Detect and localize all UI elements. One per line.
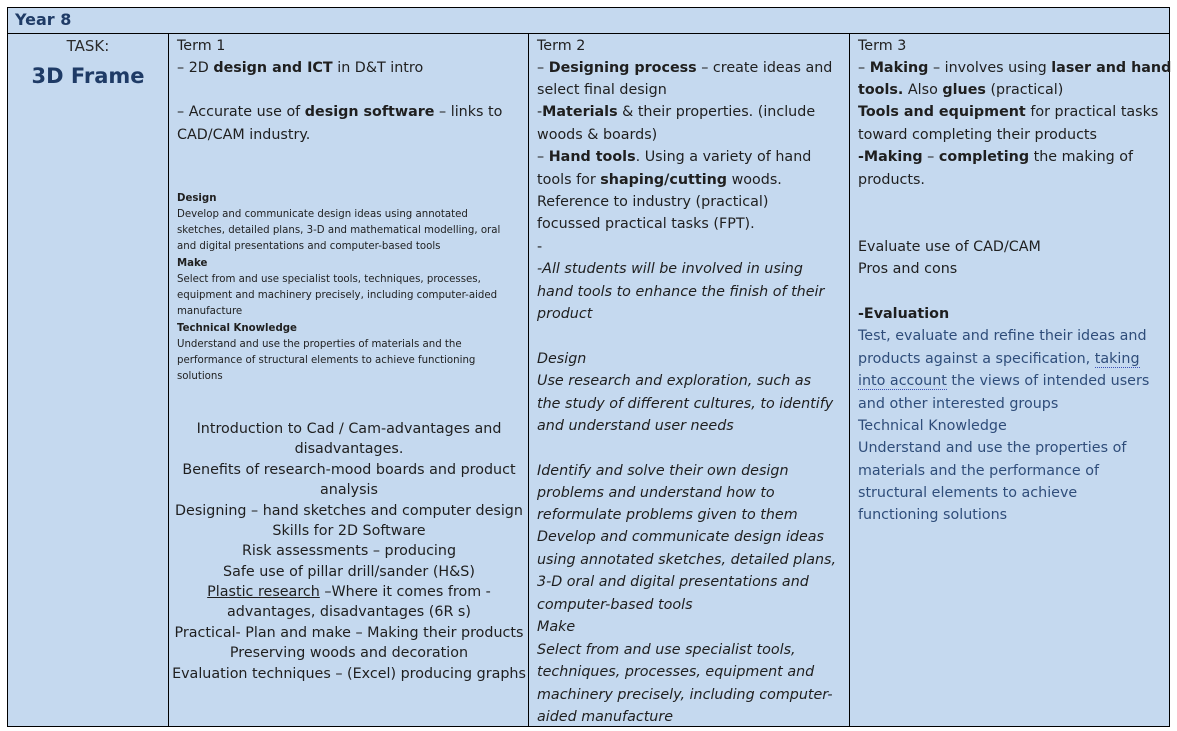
term2-column [529, 34, 850, 726]
t2-line-6: tools for shaping/cutting woods. [537, 172, 782, 188]
t2-it-14: 3-D oral and digital presentations and [537, 574, 809, 590]
t1-small-11: solutions [177, 371, 223, 382]
t1-list-10: advantages, disadvantages (6R s) [227, 604, 471, 620]
t3-line-2: tools. Also glues (practical) [858, 82, 1064, 98]
t1-small-10: performance of structural elements to achieve functioning [177, 355, 476, 366]
t2-it-16: Make [537, 619, 576, 635]
t2-line-5: – Hand tools. Using a variety of hand [537, 149, 812, 165]
term2-heading: Term 2 [537, 38, 586, 54]
t2-it-11: reformulate problems given to them [537, 507, 798, 523]
t2-line-2: select final design [537, 82, 667, 98]
t1-small-2: sketches, detailed plans, 3-D and mathematical modelling, oral [177, 225, 501, 236]
curriculum-table [7, 7, 1170, 727]
t2-it-9: Identify and solve their own design [537, 463, 789, 479]
t1-small-9: Understand and use the properties of materials and the [177, 339, 462, 350]
t2-it-1: hand tools to enhance the finish of their [537, 284, 825, 300]
t2-line-8: focussed practical tasks (FPT). [537, 216, 755, 232]
t3-blue-9: functioning solutions [858, 507, 1008, 523]
t3-line-3: Tools and equipment for practical tasks [858, 104, 1159, 120]
t3-blue-5: Technical Knowledge [858, 418, 1007, 434]
t2-line-9: - [537, 239, 543, 255]
t1-list-12: Preserving woods and decoration [229, 645, 469, 661]
t3-blue-7: materials and the performance of [858, 463, 1100, 479]
t2-it-0: -All students will be involved in using [537, 261, 803, 277]
t1-small-6: equipment and machinery precisely, including computer-aided [177, 290, 498, 301]
term1-line-2: – Accurate use of design software – links to [177, 104, 503, 120]
t3-line-1: – Making – involves using laser and hand [858, 60, 1172, 76]
t3-blue-1: Test, evaluate and refine their ideas and [858, 328, 1147, 344]
task-name: 3D Frame [31, 64, 145, 88]
t1-small-5: Select from and use specialist tools, techniques, processes, [177, 274, 481, 285]
year-header: Year 8 [8, 8, 1169, 34]
t2-it-15: computer-based tools [537, 597, 693, 613]
t3-blue-4: and other interested groups [858, 396, 1059, 412]
t2-line-1: – Designing process – create ideas and [537, 60, 833, 76]
t1-list-6: Risk assessments – producing [241, 543, 457, 559]
t2-it-4: Design [537, 351, 587, 367]
t1-list-4: Designing – hand sketches and computer design [175, 503, 523, 519]
term1-heading: Term 1 [177, 38, 226, 54]
t1-small-7: manufacture [177, 306, 243, 317]
t2-it-7: and understand user needs [537, 418, 734, 434]
t1-list-5: Skills for 2D Software [272, 523, 426, 539]
term1-line-1: – 2D design and ICT in D&T intro [177, 60, 424, 76]
t1-small-1: Develop and communicate design ideas using annotated [177, 209, 468, 220]
task-label: TASK: [66, 37, 110, 55]
t2-it-5: Use research and exploration, such as [537, 373, 812, 389]
t2-it-2: product [537, 306, 593, 322]
t2-line-4: woods & boards) [537, 127, 658, 143]
t3-blue-2: products against a specification, taking [858, 351, 1140, 367]
t2-line-3: -Materials & their properties. (include [537, 104, 816, 120]
t1-list-3: analysis [320, 482, 378, 498]
t3-blue-8: structural elements to achieve [858, 485, 1078, 501]
t1-list-7: Safe use of pillar drill/sander (H&S) [223, 564, 475, 580]
t2-line-7: Reference to industry (practical) [537, 194, 769, 210]
t1-list-2: Benefits of research-mood boards and product [182, 462, 516, 478]
plastic-research-link[interactable]: Plastic research [207, 584, 320, 600]
t1-list-13: Evaluation techniques – (Excel) producing graphs [172, 666, 526, 682]
t3-line-6: products. [858, 172, 925, 188]
t2-it-18: techniques, processes, equipment and [537, 664, 815, 680]
t3-line-4: toward completing their products [858, 127, 1097, 143]
t1-list-8: Plastic research –Where it comes from - [207, 584, 491, 600]
term3-column [850, 34, 1172, 726]
t1-small-3: and digital presentations and computer-based tools [177, 241, 441, 252]
t1-list-0: Introduction to Cad / Cam-advantages and [196, 421, 502, 437]
t2-it-12: Develop and communicate design ideas [537, 529, 824, 545]
t3-blue-6: Understand and use the properties of [858, 440, 1127, 456]
t1-list-1: disadvantages. [294, 441, 404, 457]
t1-small-0: Design [177, 193, 217, 204]
term3-heading: Term 3 [858, 38, 907, 54]
t2-it-19: machinery precisely, including computer- [537, 687, 833, 703]
t1-small-4: Make [177, 258, 208, 269]
term1-column [169, 34, 529, 726]
t1-list-11: Practical- Plan and make – Making their products [174, 625, 524, 641]
t2-it-6: the study of different cultures, to identify [537, 396, 834, 412]
t2-it-10: problems and understand how to [537, 485, 775, 501]
t3-line-7: Evaluate use of CAD/CAM [858, 239, 1041, 255]
t2-it-20: aided manufacture [537, 709, 674, 725]
task-column [8, 34, 169, 726]
term1-line-3: CAD/CAM industry. [177, 127, 311, 143]
t2-it-17: Select from and use specialist tools, [537, 642, 796, 658]
t2-it-13: using annotated sketches, detailed plans, [537, 552, 837, 568]
t3-line-5: -Making – completing the making of [858, 149, 1134, 165]
t3-line-8: Pros and cons [858, 261, 958, 277]
t3-blue-3: into account the views of intended users [858, 373, 1150, 389]
t1-small-8: Technical Knowledge [177, 323, 297, 334]
t3-line-9: -Evaluation [858, 306, 950, 322]
